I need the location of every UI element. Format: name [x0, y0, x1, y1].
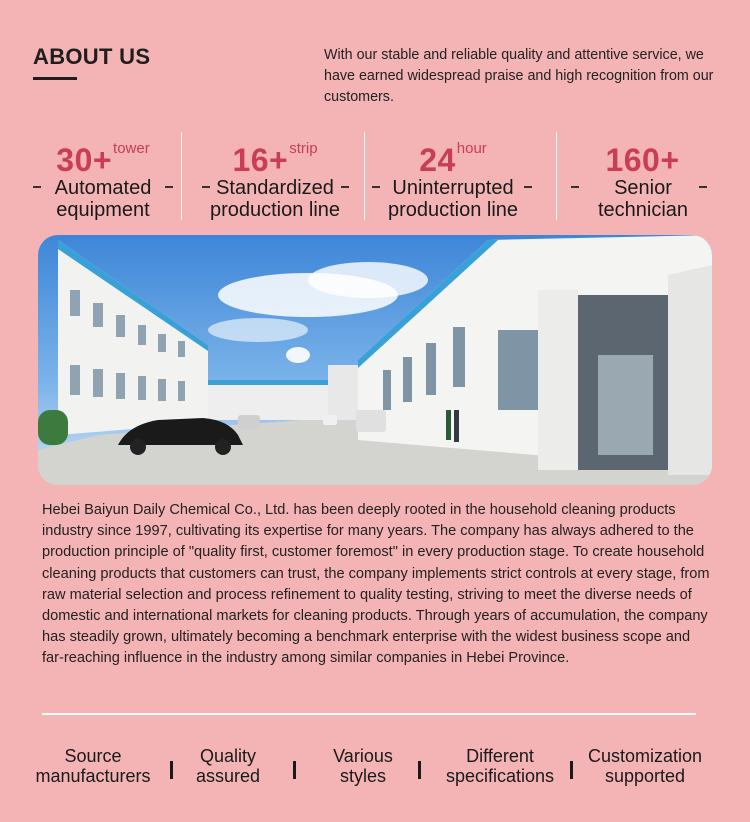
dash-right [165, 186, 173, 188]
feature-separator [418, 761, 421, 779]
stat-divider [556, 132, 557, 220]
feature-customization-supported: Customization supported [587, 746, 703, 786]
stat-senior-technician [568, 132, 718, 222]
feature-source-manufacturers: Source manufacturers [35, 746, 151, 786]
page-title: ABOUT US [33, 44, 151, 69]
stat-divider [181, 132, 182, 220]
stat-uninterrupted-production-line [368, 132, 538, 222]
stat-label: Uninterrupted production line [387, 177, 519, 221]
features-row [0, 740, 750, 790]
feature-various-styles: Various styles [333, 746, 393, 786]
stat-divider [364, 132, 365, 220]
factory-photo [38, 235, 712, 485]
feature-different-specifications: Different specifications [445, 746, 555, 786]
stats-row [28, 132, 722, 222]
feature-separator [293, 761, 296, 779]
stat-label: Senior technician [597, 177, 689, 221]
stat-unit: tower [113, 140, 150, 157]
feature-separator [170, 761, 173, 779]
stat-number: 24 [419, 142, 456, 178]
company-description: Hebei Baiyun Daily Chemical Co., Ltd. has been deeply rooted in the household cleaning products industry since 1997, cultivating its expertise for many years. The company has always adhered to the production principle of "quality first, customer foremost" in every production stage. To create household cleaning products that customers can trust, the company implements strict controls at every stage, from raw material selection and process refinement to quality testing, striving to meet the diverse needs of domestic and international markets for cleaning products. Through years of accumulation, the company has steadily grown, ultimately becoming a benchmark enterprise with the widest business scope and far-reaching influence in the industry among similar companies in Hebei Province. [42, 502, 710, 667]
dash-left [33, 186, 41, 188]
intro-text: With our stable and reliable quality and attentive service, we have earned widespread praise and high recognition from our customers. [324, 47, 714, 105]
factory-illustration [38, 235, 712, 485]
stat-unit: strip [289, 140, 318, 157]
stat-number: 30+ [56, 142, 113, 178]
dash-left [372, 186, 380, 188]
stat-label: Automated equipment [54, 177, 152, 221]
dash-right [699, 186, 707, 188]
stat-number: 160+ [605, 142, 680, 178]
stat-number: 16+ [232, 142, 289, 178]
stat-label: Standardized production line [209, 177, 341, 221]
stat-automated-equipment [28, 132, 178, 222]
dash-left [571, 186, 579, 188]
dash-left [202, 186, 210, 188]
dash-right [524, 186, 532, 188]
stat-unit: hour [456, 140, 487, 157]
dash-right [341, 186, 349, 188]
stat-standardized-production-line [195, 132, 355, 222]
divider-line [42, 713, 696, 715]
feature-quality-assured: Quality assured [195, 746, 261, 786]
feature-separator [570, 761, 573, 779]
title-underline [33, 77, 77, 80]
